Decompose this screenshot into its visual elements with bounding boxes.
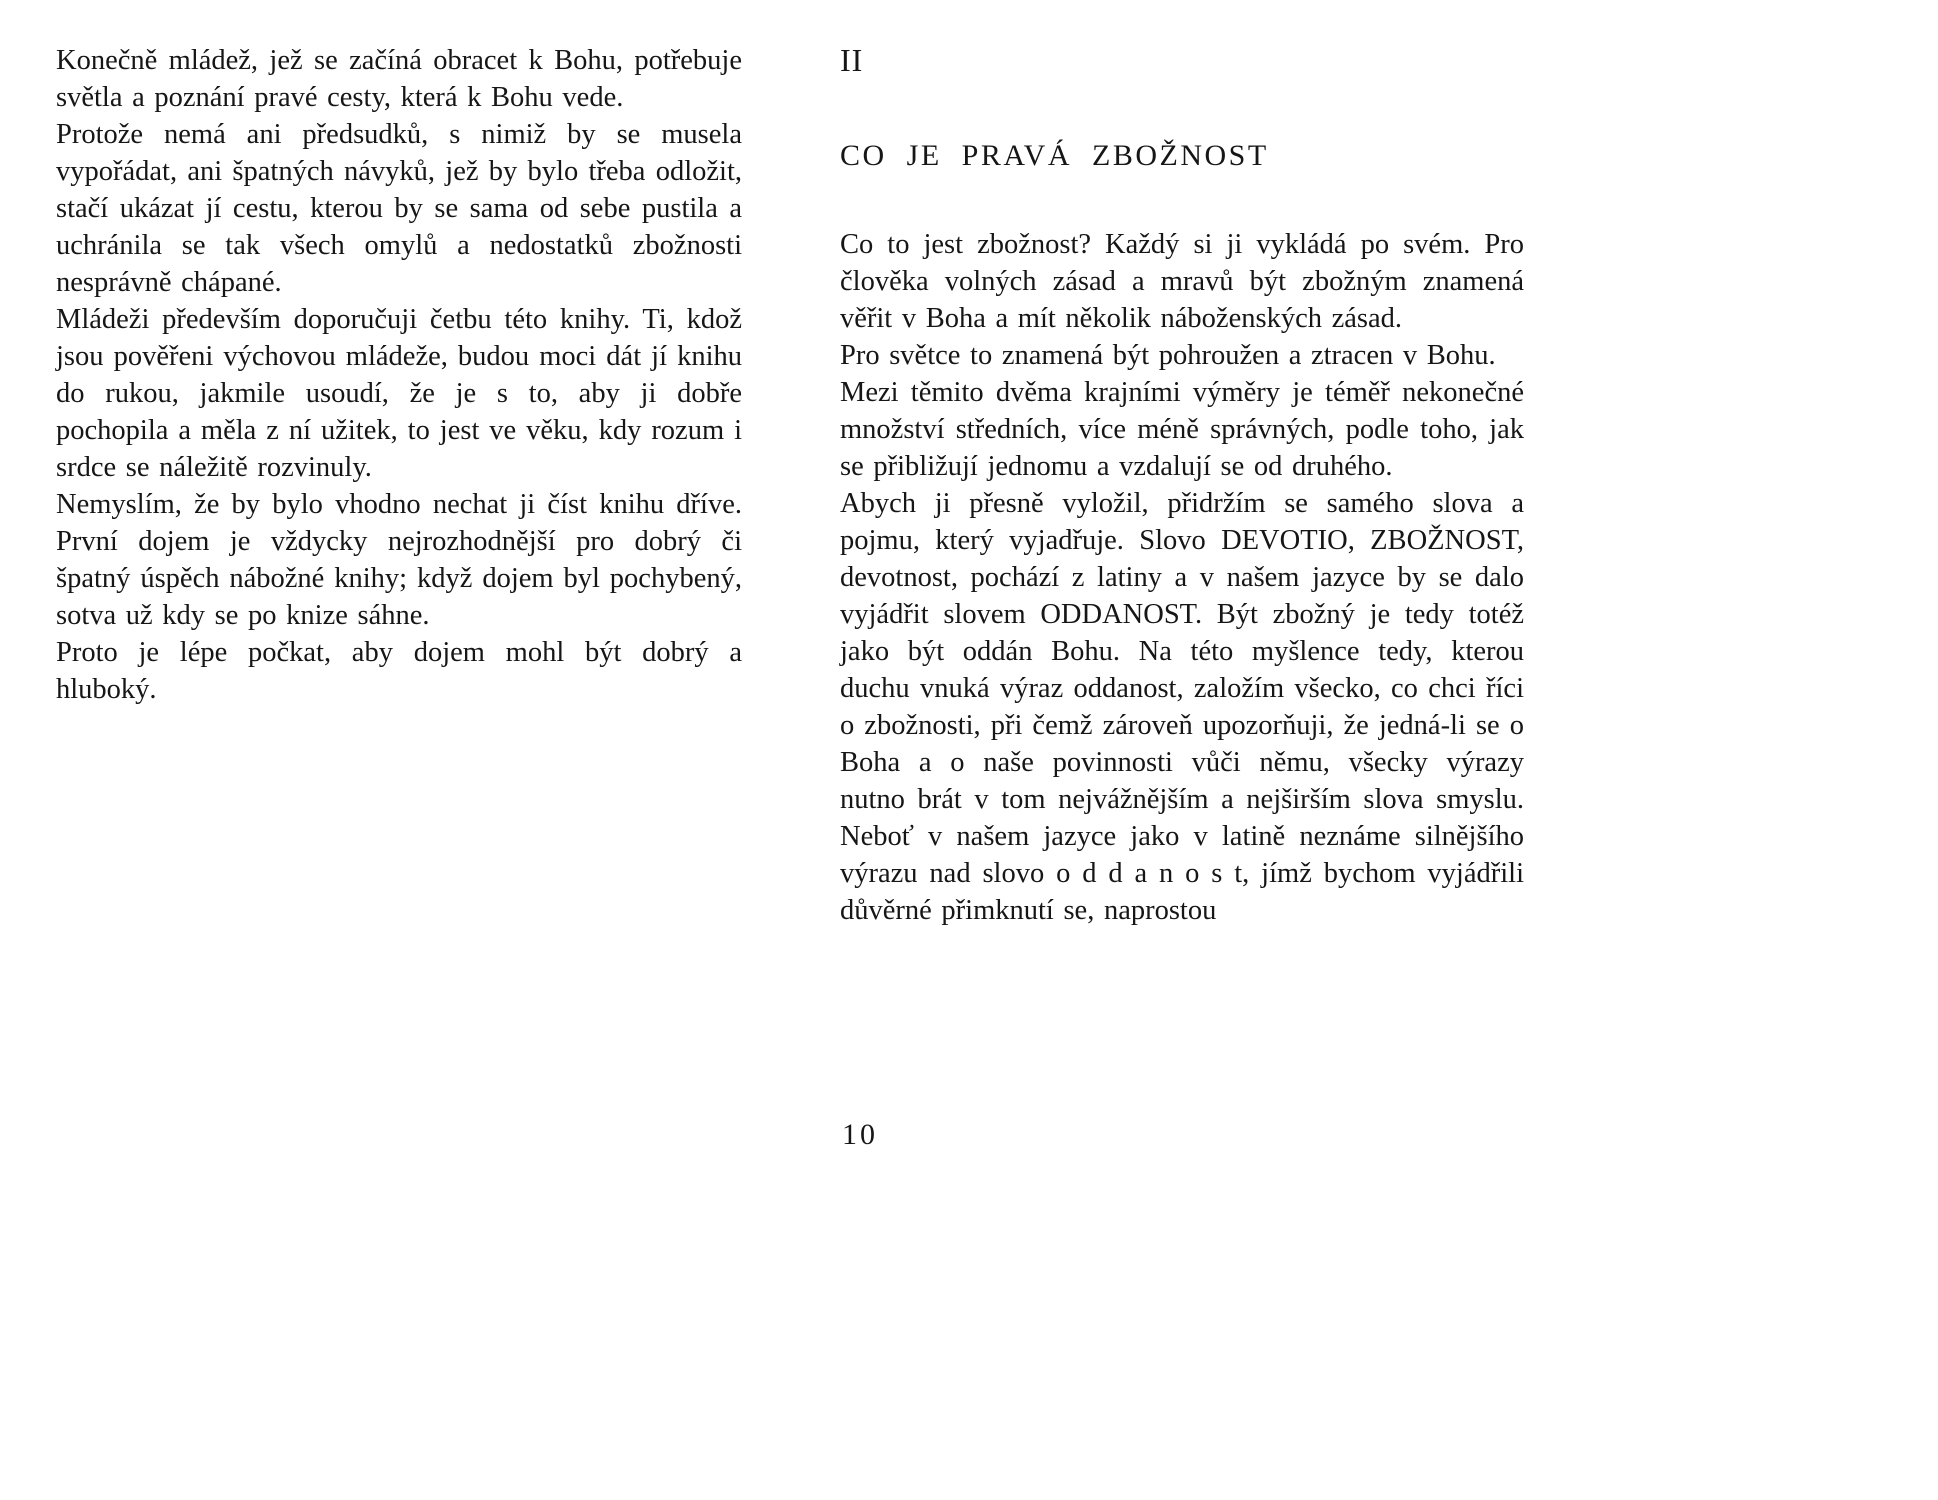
paragraph: Protože nemá ani předsudků, s nimiž by se musela vypořádat, ani špatných návyků, jež by bylo třeba odložit, stačí ukázat jí cestu, kterou by se sama od sebe pustila a uchránila se tak všech omylů a nedostatků zbožnosti nesprávně chápané. [56,119,742,298]
left-page [56,42,742,1442]
paragraph: Konečně mládež, jež se začíná obracet k Bohu, potřebuje světla a poznání pravé cesty, která k Bohu vede. [56,45,742,113]
page-number: 10 [842,1118,878,1151]
chapter-number: II [840,42,864,78]
paragraph: Abych ji přesně vyložil, přidržím se samého slova a pojmu, který vyjadřuje. Slovo DEVOTIO, ZBOŽNOST, devotnost, pochází z latiny a v našem jazyce by se dalo vyjádřit slovem ODDANOST. Být zbožný je tedy totéž jako být oddán Bohu. Na této myšlence tedy, kterou duchu vnuká výraz oddanost, založím všecko, co chci říci o zbožnosti, při čemž zároveň upozorňuji, že jedná-li se o Boha a o naše povinnosti vůči němu, všecky výrazy nutno brát v tom nejvážnějším a nejširším slova smyslu. Neboť v našem jazyce jako v latině neznáme silnějšího výrazu nad slovo o d d a n o s t, jímž bychom vyjádřili důvěrné přimknutí se, naprostou [840,488,1524,926]
paragraph: Proto je lépe počkat, aby dojem mohl být dobrý a hluboký. [56,637,742,705]
right-page [840,42,1524,1442]
paragraph: Pro světce to znamená být pohroužen a ztracen v Bohu. [840,340,1496,371]
chapter-title: CO JE PRAVÁ ZBOŽNOST [840,139,1269,172]
paragraph: Co to jest zbožnost? Každý si ji vykládá po svém. Pro člověka volných zásad a mravů být zbožným znamená věřit v Boha a mít několik náboženských zásad. [840,229,1524,334]
paragraph: Nemyslím, že by bylo vhodno nechat ji číst knihu dříve. První dojem je vždycky nejrozhodnější pro dobrý či špatný úspěch nábožné knihy; když dojem byl pochybený, sotva už kdy se po knize sáhne. [56,489,742,631]
paragraph: Mládeži především doporučuji četbu této knihy. Ti, kdož jsou pověřeni výchovou mládeže, budou moci dát jí knihu do rukou, jakmile usoudí, že je s to, aby ji dobře pochopila a měla z ní užitek, to jest ve věku, kdy rozum i srdce se náležitě rozvinuly. [56,304,742,483]
right-page-text [840,226,1524,929]
left-page-text [56,42,742,708]
paragraph: Mezi těmito dvěma krajními výměry je téměř nekonečné množství středních, více méně správných, podle toho, jak se přibližují jednomu a vzdalují se od druhého. [840,377,1524,482]
